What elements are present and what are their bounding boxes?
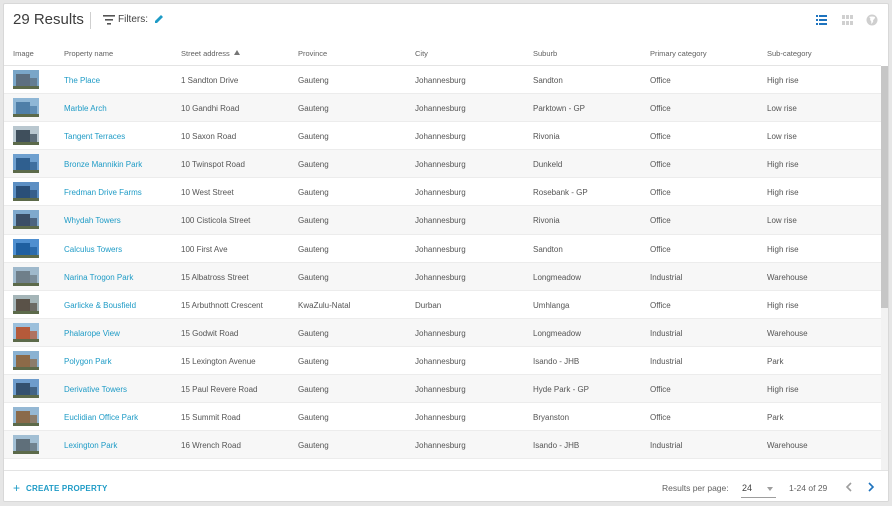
suburb-cell: Umhlanga [533,300,570,310]
globe-icon[interactable] [866,14,878,26]
province-cell: Gauteng [298,244,329,254]
property-name-link[interactable]: Phalarope View [64,328,120,338]
column-header-suburb[interactable]: Suburb [533,49,558,58]
primary-category-cell: Industrial [650,441,683,451]
table-row[interactable] [4,431,881,459]
column-header-sub-category[interactable]: Sub-category [767,49,812,58]
province-cell: Gauteng [298,132,329,142]
primary-category-cell: Industrial [650,356,683,366]
primary-category-cell: Office [650,385,671,395]
previous-page-icon[interactable] [843,481,855,493]
property-thumbnail[interactable] [13,126,39,145]
scrollbar-thumb[interactable] [881,66,889,308]
primary-category-cell: Office [650,300,671,310]
street-address-cell: 15 Arbuthnott Crescent [181,300,263,310]
results-count-title: 29 Results [13,11,84,28]
column-header-street-address-label: Street address [181,49,230,58]
primary-category-cell: Office [650,160,671,170]
pagination-range: 1-24 of 29 [789,483,828,493]
city-cell: Johannesburg [415,160,466,170]
results-per-page-value: 24 [742,483,753,493]
primary-category-cell: Industrial [650,328,683,338]
street-address-cell: 15 Godwit Road [181,328,239,338]
primary-category-cell: Office [650,413,671,423]
property-name-link[interactable]: Narina Trogon Park [64,272,134,282]
property-thumbnail[interactable] [13,323,39,342]
province-cell: Gauteng [298,356,329,366]
suburb-cell: Parktown - GP [533,104,586,114]
street-address-cell: 15 Paul Revere Road [181,385,258,395]
sub-category-cell: High rise [767,300,799,310]
results-per-page-select[interactable] [741,478,776,498]
property-name-link[interactable]: Polygon Park [64,356,112,366]
city-cell: Johannesburg [415,132,466,142]
property-thumbnail[interactable] [13,351,39,370]
table-header [4,42,881,66]
sub-category-cell: Warehouse [767,441,808,451]
column-header-image: Image [13,49,34,58]
city-cell: Durban [415,300,442,310]
table-row[interactable] [4,347,881,375]
sub-category-cell: Park [767,356,784,366]
primary-category-cell: Office [650,76,671,85]
property-name-link[interactable]: Tangent Terraces [64,132,126,142]
column-header-property-name[interactable]: Property name [64,49,114,58]
city-cell: Johannesburg [415,104,466,114]
province-cell: KwaZulu-Natal [298,300,351,310]
property-name-link[interactable]: Whydah Towers [64,216,121,226]
table-row[interactable] [4,291,881,319]
property-name-link[interactable]: Lexington Park [64,441,118,451]
table-row[interactable] [4,150,881,178]
primary-category-cell: Office [650,104,671,114]
street-address-cell: 10 Saxon Road [181,132,237,142]
property-thumbnail[interactable] [13,379,39,398]
city-cell: Johannesburg [415,244,466,254]
suburb-cell: Rivonia [533,216,560,226]
table-row[interactable] [4,263,881,291]
province-cell: Gauteng [298,385,329,395]
results-per-page-label: Results per page: [662,483,729,493]
sub-category-cell: Low rise [767,216,797,226]
city-cell: Johannesburg [415,328,466,338]
table-row[interactable] [4,319,881,347]
sub-category-cell: High rise [767,160,799,170]
results-toolbar [4,4,888,38]
city-cell: Johannesburg [415,385,466,395]
property-thumbnail[interactable] [13,98,39,117]
sub-category-cell: High rise [767,385,799,395]
street-address-cell: 100 Cisticola Street [181,216,251,226]
street-address-cell: 15 Summit Road [181,413,241,423]
property-name-link[interactable]: Marble Arch [64,104,107,114]
street-address-cell: 10 Twinspot Road [181,160,245,170]
property-thumbnail[interactable] [13,295,39,314]
table-row[interactable] [4,178,881,206]
sub-category-cell: Low rise [767,132,797,142]
property-name-link[interactable]: Fredman Drive Farms [64,188,142,198]
street-address-cell: 1 Sandton Drive [181,76,239,85]
column-header-city[interactable]: City [415,49,428,58]
column-header-street-address[interactable] [181,49,240,58]
property-thumbnail[interactable] [13,154,39,173]
primary-category-cell: Office [650,244,671,254]
province-cell: Gauteng [298,272,329,282]
create-property-button[interactable] [13,481,108,495]
property-thumbnail[interactable] [13,239,39,258]
table-row[interactable] [4,122,881,150]
column-header-province[interactable]: Province [298,49,328,58]
property-name-link[interactable]: Bronze Mannikin Park [64,160,143,170]
suburb-cell: Hyde Park - GP [533,385,590,395]
province-cell: Gauteng [298,76,329,85]
suburb-cell: Rivonia [533,132,560,142]
suburb-cell: Longmeadow [533,272,582,282]
street-address-cell: 15 Albatross Street [181,272,249,282]
property-name-link[interactable]: Calculus Towers [64,244,123,254]
city-cell: Johannesburg [415,188,466,198]
city-cell: Johannesburg [415,356,466,366]
suburb-cell: Sandton [533,76,563,85]
toolbar-divider [90,12,91,29]
city-cell: Johannesburg [415,272,466,282]
table-row[interactable] [4,375,881,403]
results-card [3,3,889,502]
property-thumbnail[interactable] [13,210,39,229]
sort-ascending-icon[interactable] [234,50,240,55]
plus-icon: + [13,481,21,495]
sub-category-cell: Warehouse [767,328,808,338]
suburb-cell: Isando - JHB [533,356,580,366]
suburb-cell: Dunkeld [533,160,563,170]
chevron-down-icon [767,487,773,491]
province-cell: Gauteng [298,441,329,451]
province-cell: Gauteng [298,188,329,198]
suburb-cell: Sandton [533,244,563,254]
property-thumbnail[interactable] [13,407,39,426]
edit-pencil-icon[interactable] [154,14,164,24]
suburb-cell: Longmeadow [533,328,582,338]
list-view-icon[interactable] [816,15,827,25]
suburb-cell: Isando - JHB [533,441,580,451]
primary-category-cell: Office [650,216,671,226]
province-cell: Gauteng [298,104,329,114]
sub-category-cell: High rise [767,76,799,85]
property-thumbnail[interactable] [13,267,39,286]
city-cell: Johannesburg [415,441,466,451]
table-row[interactable] [4,403,881,431]
street-address-cell: 10 West Street [181,188,234,198]
property-thumbnail[interactable] [13,435,39,454]
sub-category-cell: Warehouse [767,272,808,282]
suburb-cell: Bryanston [533,413,570,423]
primary-category-cell: Office [650,132,671,142]
table-row[interactable] [4,235,881,263]
property-name-link[interactable]: Derivative Towers [64,385,127,395]
table-body [4,66,881,470]
property-name-link[interactable]: Euclidian Office Park [64,413,139,423]
property-thumbnail[interactable] [13,182,39,201]
table-row[interactable] [4,66,881,94]
next-page-icon[interactable] [865,481,877,493]
filters-label[interactable]: Filters: [118,14,148,25]
province-cell: Gauteng [298,216,329,226]
street-address-cell: 100 First Ave [181,244,228,254]
grid-view-icon[interactable] [842,15,853,25]
street-address-cell: 10 Gandhi Road [181,104,240,114]
street-address-cell: 15 Lexington Avenue [181,356,256,366]
sub-category-cell: High rise [767,188,799,198]
create-property-label: CREATE PROPERTY [26,483,108,493]
sub-category-cell: High rise [767,244,799,254]
city-cell: Johannesburg [415,413,466,423]
street-address-cell: 16 Wrench Road [181,441,241,451]
city-cell: Johannesburg [415,216,466,226]
filter-icon[interactable] [103,15,115,25]
table-row[interactable] [4,94,881,122]
table-footer [4,470,888,502]
province-cell: Gauteng [298,413,329,423]
column-header-primary-category[interactable]: Primary category [650,49,707,58]
city-cell: Johannesburg [415,76,466,85]
property-name-link[interactable]: The Place [64,76,101,85]
property-name-link[interactable]: Garlicke & Bousfield [64,300,137,310]
table-row[interactable] [4,206,881,234]
province-cell: Gauteng [298,328,329,338]
province-cell: Gauteng [298,160,329,170]
sub-category-cell: Low rise [767,104,797,114]
sub-category-cell: Park [767,413,784,423]
property-thumbnail[interactable] [13,70,39,89]
primary-category-cell: Office [650,188,671,198]
primary-category-cell: Industrial [650,272,683,282]
suburb-cell: Rosebank - GP [533,188,588,198]
